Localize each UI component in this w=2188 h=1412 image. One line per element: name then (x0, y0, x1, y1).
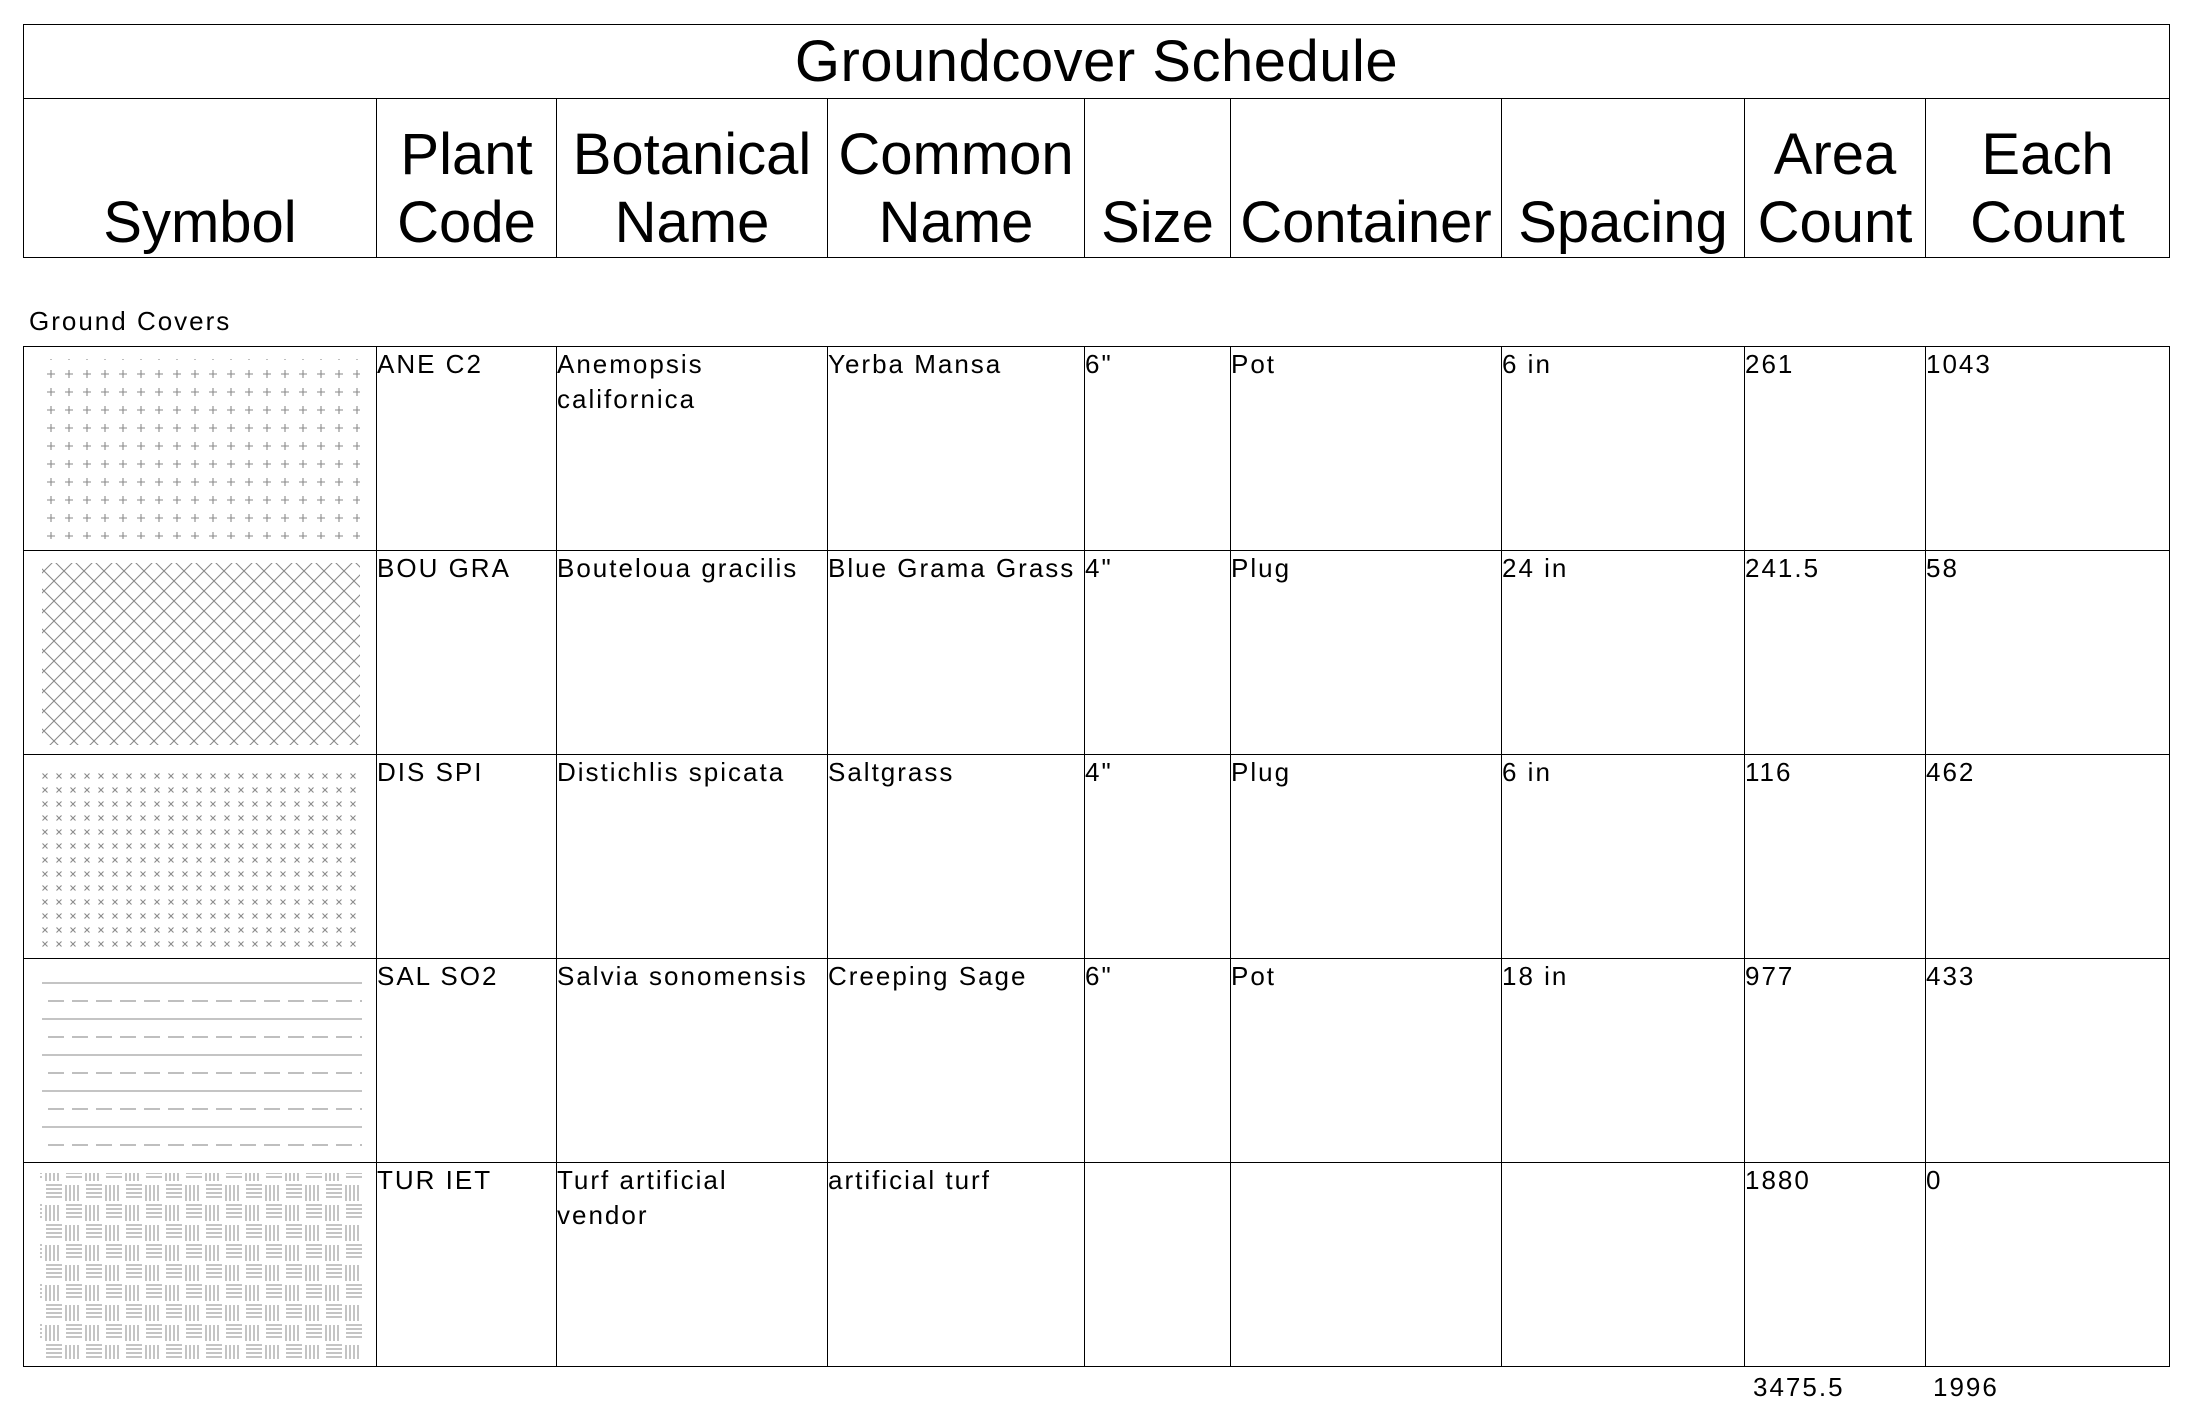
schedule-title: Groundcover Schedule (24, 25, 2170, 99)
each-count-cell: 58 (1926, 551, 2170, 755)
common-name-cell: Yerba Mansa (828, 347, 1085, 551)
botanical-name-cell: Distichlis spicata (557, 755, 828, 959)
total-area-count: 3475.5 (1753, 1372, 1845, 1402)
x-mark-hatch-icon (24, 755, 376, 958)
plant-code-cell: ANE C2 (377, 347, 557, 551)
common-name-cell: artificial turf (828, 1163, 1085, 1367)
header-plant-code: Plant Code (377, 99, 557, 258)
spacing-cell: 6 in (1502, 755, 1745, 959)
spacing-cell: 6 in (1502, 347, 1745, 551)
botanical-name-cell: Anemopsis californica (557, 347, 828, 551)
symbol-cell (24, 551, 377, 755)
spacing-cell (1502, 1163, 1745, 1367)
diagonal-crosshatch-icon (24, 551, 376, 754)
container-cell: Plug (1231, 551, 1502, 755)
schedule-header-table (23, 24, 2170, 258)
size-cell (1085, 1163, 1231, 1367)
area-count-cell: 116 (1745, 755, 1926, 959)
spacing-cell: 24 in (1502, 551, 1745, 755)
total-each-count: 1996 (1933, 1372, 1999, 1402)
plant-code-cell: SAL SO2 (377, 959, 557, 1163)
herringbone-hatch-icon (24, 1163, 376, 1366)
symbol-cell (24, 347, 377, 551)
container-cell: Pot (1231, 959, 1502, 1163)
each-count-cell: 462 (1926, 755, 2170, 959)
section-label-ground-covers: Ground Covers (29, 306, 232, 336)
size-cell: 4" (1085, 551, 1231, 755)
header-spacing: Spacing (1502, 99, 1745, 258)
common-name-cell: Saltgrass (828, 755, 1085, 959)
plant-code-cell: DIS SPI (377, 755, 557, 959)
symbol-cell (24, 959, 377, 1163)
header-botanical-name: Botanical Name (557, 99, 828, 258)
dashed-line-hatch-icon (24, 959, 376, 1162)
table-row (24, 755, 2170, 959)
spacing-cell: 18 in (1502, 959, 1745, 1163)
header-each-count: Each Count (1926, 99, 2170, 258)
schedule-body-table (23, 346, 2170, 1367)
botanical-name-cell: Salvia sonomensis (557, 959, 828, 1163)
size-cell: 6" (1085, 347, 1231, 551)
common-name-cell: Blue Grama Grass (828, 551, 1085, 755)
container-cell: Plug (1231, 755, 1502, 959)
table-row (24, 551, 2170, 755)
plant-code-cell: BOU GRA (377, 551, 557, 755)
each-count-cell: 433 (1926, 959, 2170, 1163)
area-count-cell: 261 (1745, 347, 1926, 551)
container-cell: Pot (1231, 347, 1502, 551)
botanical-name-cell: Turf artificial vendor (557, 1163, 828, 1367)
table-row (24, 347, 2170, 551)
symbol-cell (24, 755, 377, 959)
header-size: Size (1085, 99, 1231, 258)
common-name-cell: Creeping Sage (828, 959, 1085, 1163)
area-count-cell: 1880 (1745, 1163, 1926, 1367)
header-area-count: Area Count (1745, 99, 1926, 258)
botanical-name-cell: Bouteloua gracilis (557, 551, 828, 755)
table-row (24, 1163, 2170, 1367)
plus-dot-hatch-icon (24, 347, 376, 550)
size-cell: 4" (1085, 755, 1231, 959)
container-cell (1231, 1163, 1502, 1367)
table-row (24, 959, 2170, 1163)
size-cell: 6" (1085, 959, 1231, 1163)
header-symbol: Symbol (24, 99, 377, 258)
area-count-cell: 241.5 (1745, 551, 1926, 755)
each-count-cell: 0 (1926, 1163, 2170, 1367)
plant-code-cell: TUR IET (377, 1163, 557, 1367)
symbol-cell (24, 1163, 377, 1367)
header-container: Container (1231, 99, 1502, 258)
area-count-cell: 977 (1745, 959, 1926, 1163)
each-count-cell: 1043 (1926, 347, 2170, 551)
header-common-name: Common Name (828, 99, 1085, 258)
